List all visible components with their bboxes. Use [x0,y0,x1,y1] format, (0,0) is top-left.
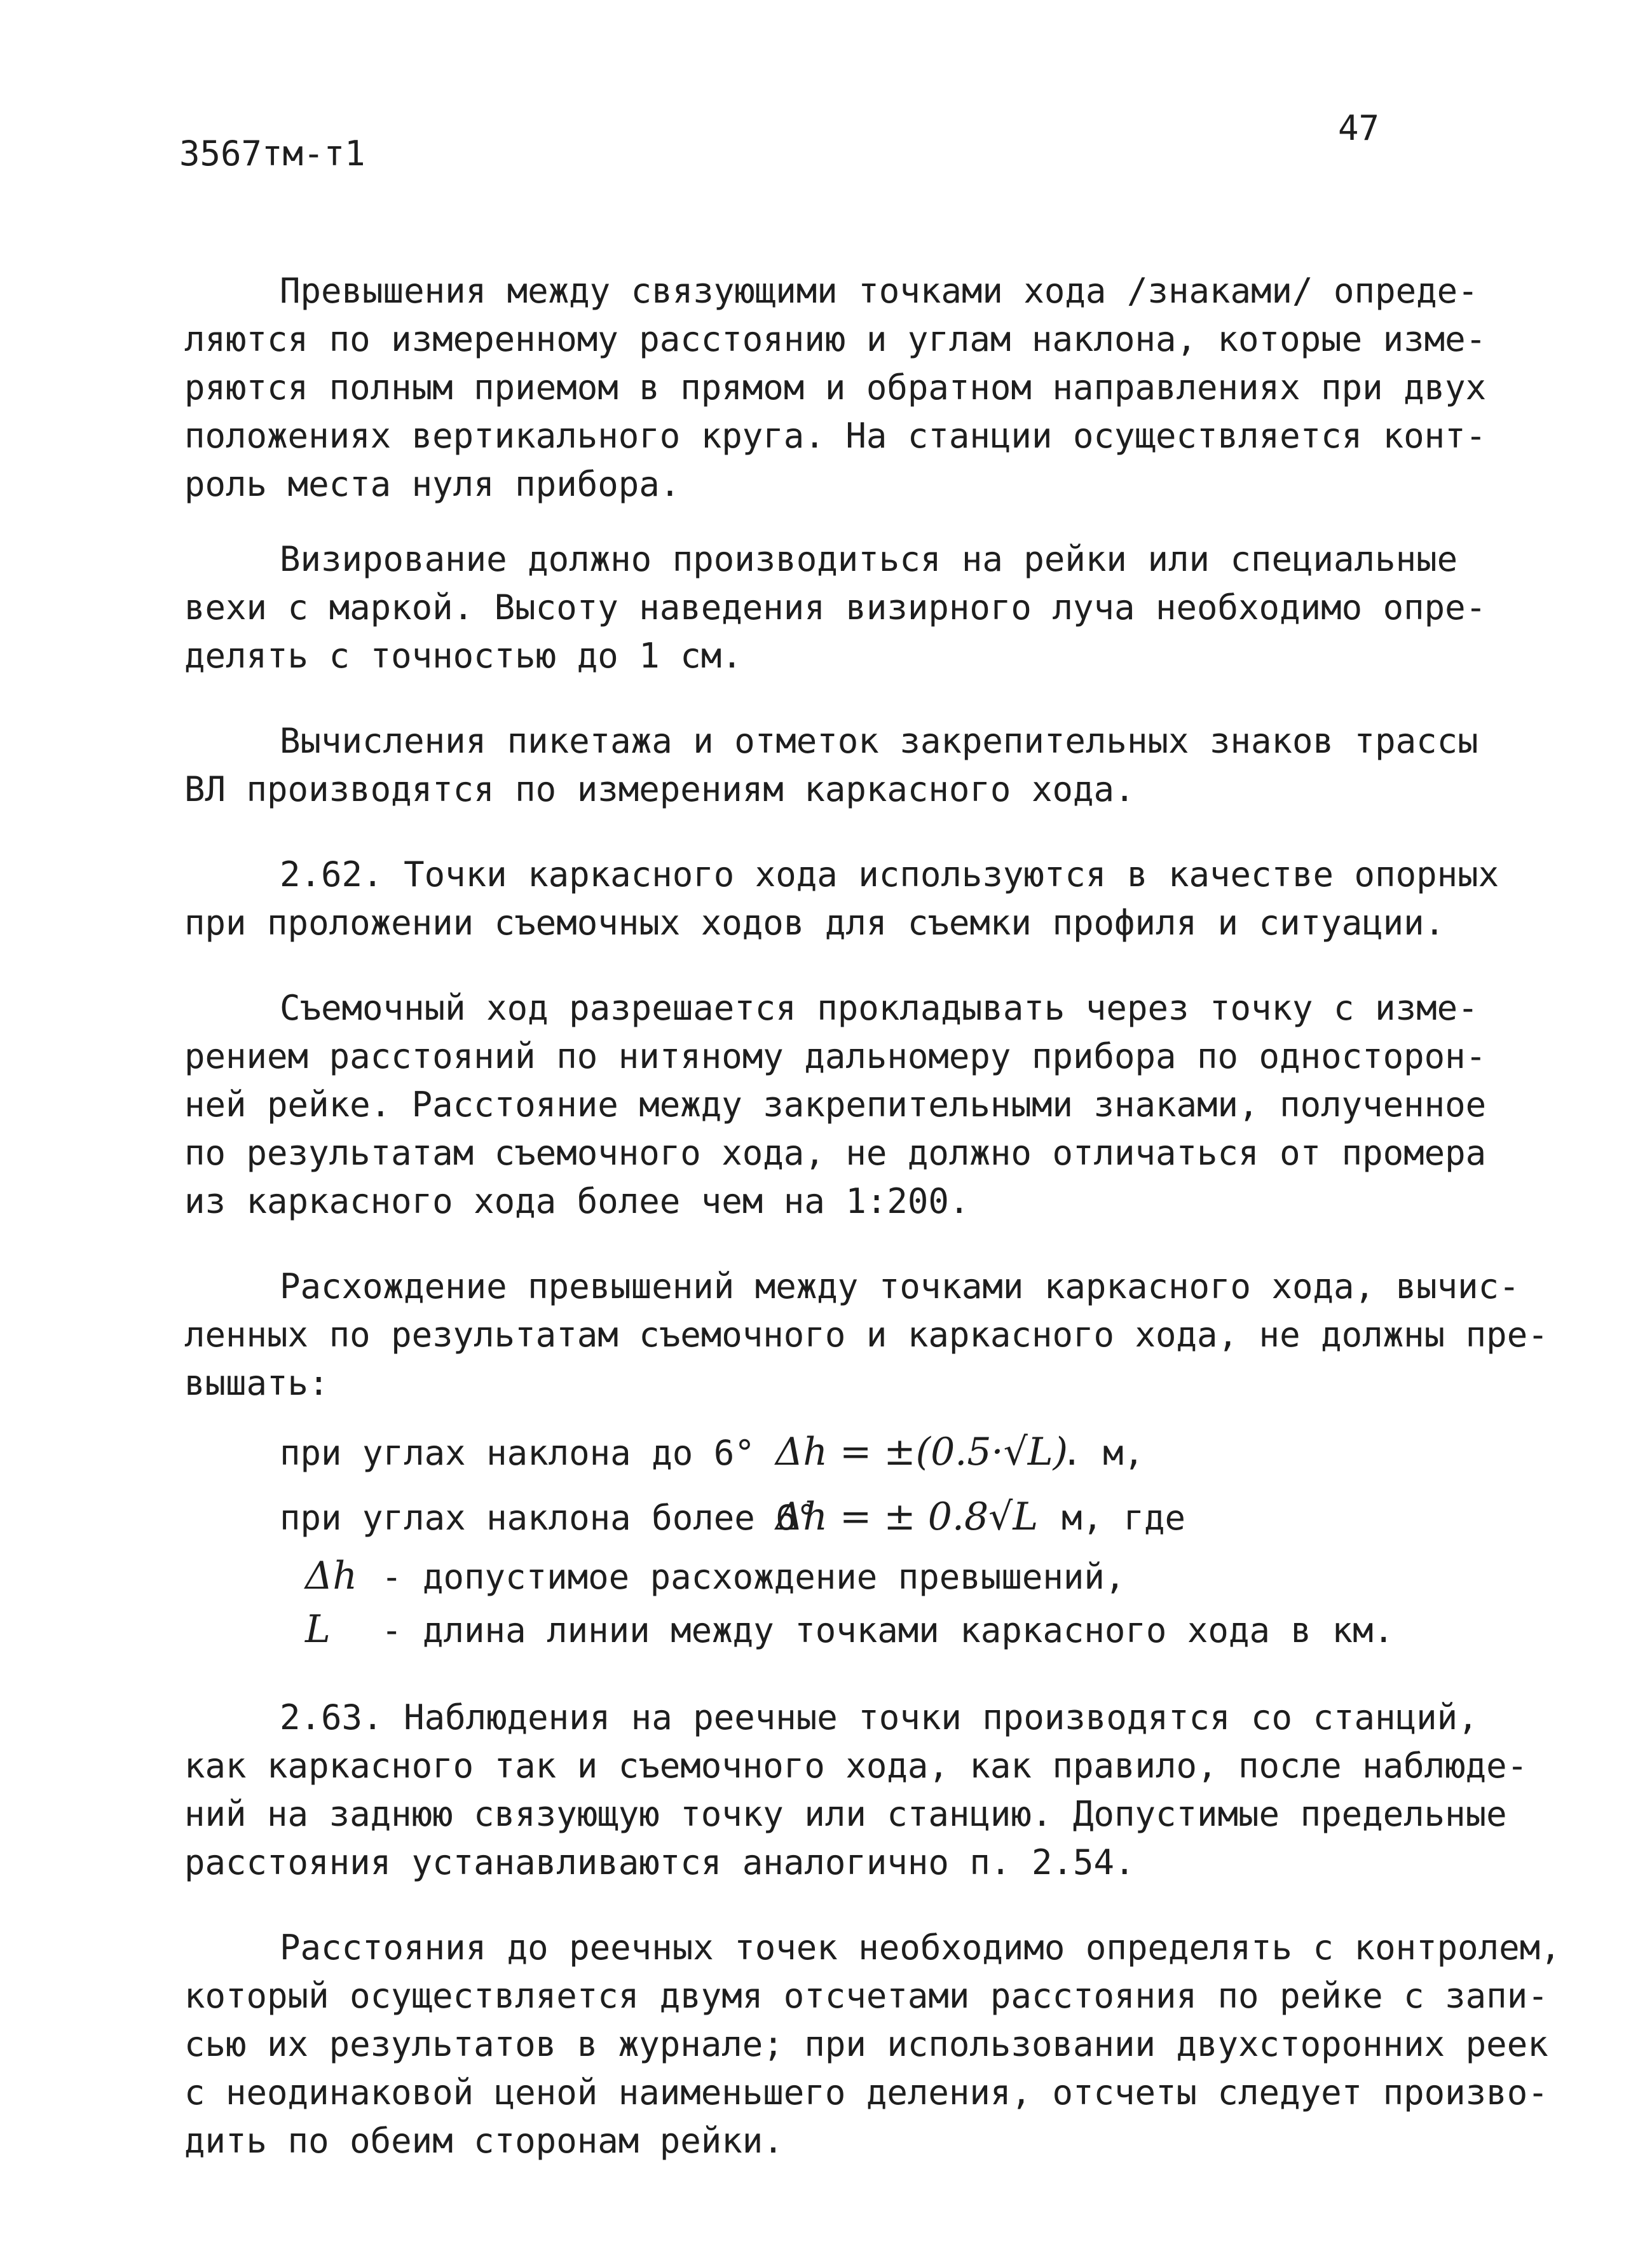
text-line: ний на заднюю связующую точку или станцию. Допустимые предельные [184,1794,1507,1834]
text-line: 2.63. Наблюдения на реечные точки производятся со станций, [280,1697,1478,1737]
text-line: делять с точностью до 1 см. [184,636,742,676]
formula-expression: Δh = ± 0.8√L [775,1495,1039,1539]
legend-symbol: L [305,1607,331,1652]
text-line: Вычисления пикетажа и отметок закрепительных знаков трассы [280,721,1478,761]
legend-symbol: Δh [305,1554,357,1598]
legend-text: - допустимое расхождение превышений, [381,1557,1126,1597]
paragraph [184,1263,1548,1407]
text-line: положениях вертикального круга. На станции осуществляется конт- [184,416,1487,456]
text-line: роль места нуля прибора. [184,464,681,504]
text-line: вехи с маркой. Высоту наведения визирного луча необходимо опре- [184,587,1487,627]
text-line: Расхождение превышений между точками каркасного хода, вычис- [280,1266,1520,1306]
text-line: ВЛ производятся по измерениям каркасного хода. [184,769,1135,809]
text-line: ленных по результатам съемочного и каркасного хода, не должны пре- [184,1315,1548,1355]
legend-row [184,1603,1456,1657]
text-line: который осуществляется двумя отсчетами расстояния по рейке с запи- [184,1976,1548,2016]
legend-row [184,1550,1456,1603]
formula-unit: м, где [1062,1498,1186,1538]
formula-condition: при углах наклона до 6° [280,1433,755,1473]
paragraph-2-62 [184,851,1499,947]
text-line: дить по обеим сторонам рейки. [184,2121,784,2161]
paragraph [184,1924,1561,2165]
tolerance-formulas [184,1420,1456,1657]
formula-expression: Δh = ±(0.5·√L) [775,1430,1068,1474]
text-line: с неодинаковой ценой наименьшего деления, отсчеты следует произво- [184,2072,1548,2113]
paragraph-2-63 [184,1694,1528,1887]
paragraph [184,535,1487,680]
text-line: ряются полным приемом в прямом и обратном направлениях при двух [184,367,1487,407]
text-line: рением расстояний по нитяному дальномеру прибора по односторон- [184,1036,1487,1076]
text-line: ляются по измеренному расстоянию и углам наклона, которые изме- [184,319,1487,359]
text-line: Расстояния до реечных точек необходимо определять с контролем, [280,1928,1561,1968]
legend-text: - длина линии между точками каркасного хода в км. [381,1610,1395,1650]
paragraph [184,267,1487,509]
formula-unit: . м, [1062,1433,1145,1473]
text-line: при проложении съемочных ходов для съемки профиля и ситуации. [184,903,1445,943]
page-number: 47 [1338,108,1380,148]
formula-row [184,1420,1456,1485]
text-line: по результатам съемочного хода, не должно отличаться от промера [184,1133,1487,1173]
text-line: ней рейке. Расстояние между закрепительными знаками, полученное [184,1085,1487,1125]
formula-condition: при углах наклона более 6° [280,1498,817,1538]
text-line: вышать: [184,1363,329,1403]
text-line: Съемочный ход разрешается прокладывать через точку с изме- [280,988,1478,1028]
text-line: как каркасного так и съемочного хода, как правило, после наблюде- [184,1746,1528,1786]
paragraph [184,984,1487,1226]
paragraph [184,717,1478,814]
text-line: расстояния устанавливаются аналогично п. 2.54. [184,1842,1135,1882]
text-line: 2.62. Точки каркасного хода используются в качестве опорных [280,854,1499,894]
text-line: из каркасного хода более чем на 1:200. [184,1181,970,1221]
document-code: 3567тм-т1 [179,134,365,174]
formula-row [184,1485,1456,1550]
text-line: Превышения между связующими точками хода /знаками/ опреде- [280,271,1478,311]
text-line: сью их результатов в журнале; при использовании двухсторонних реек [184,2024,1548,2064]
document-body [184,267,1561,2202]
text-line: Визирование должно производиться на рейки или специальные [280,539,1458,579]
